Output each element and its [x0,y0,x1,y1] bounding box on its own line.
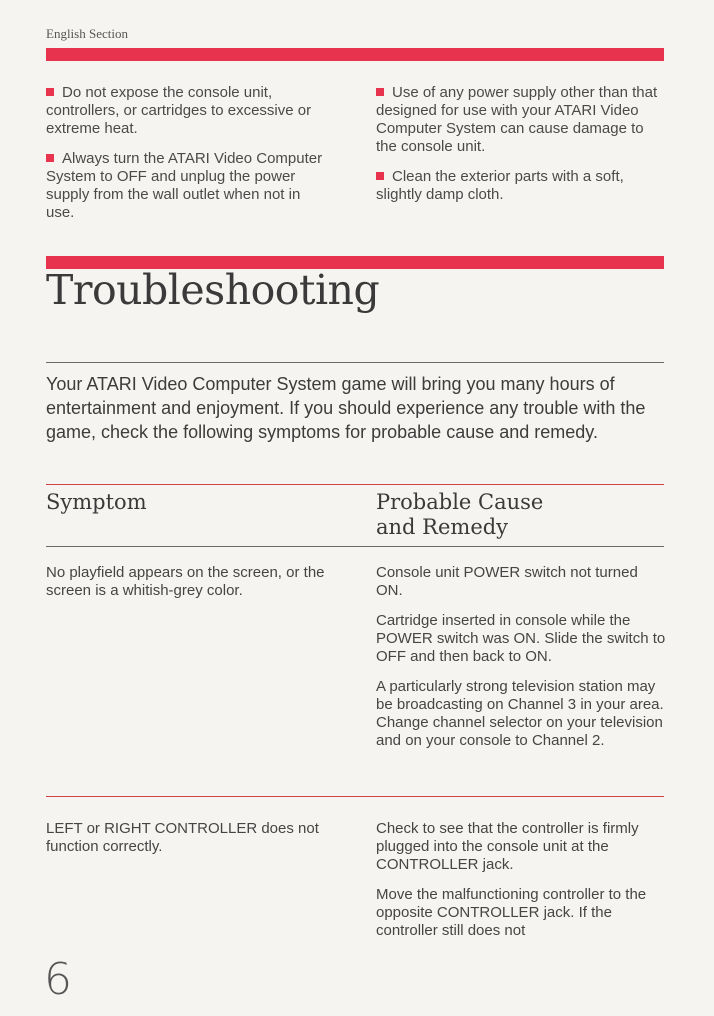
care-notes-right [376,84,661,216]
symptom-text: No playfield appears on the screen, or the screen is a whitish-grey color. [46,564,325,599]
remedy-item: Check to see that the controller is firmly plugged into the console unit at the CONTROLLER jack. [376,820,639,873]
remedy-item: Move the malfunctioning controller to the opposite CONTROLLER jack. If the controller still does not [376,886,647,939]
remedy-item: Console unit POWER switch not turned ON. [376,564,638,599]
bullet-square-icon [46,154,54,162]
bullet-square-icon [46,88,54,96]
header-rule [46,546,664,547]
table-top-rule [46,484,664,485]
symptom-header: Symptom [46,490,147,514]
care-note: Always turn the ATARI Video Computer System to OFF and unplug the power supply from the wall outlet when not in use. [46,150,323,221]
remedy-list [376,820,666,952]
bullet-square-icon [376,88,384,96]
section-label: English Section [46,26,128,41]
symptom-text: LEFT or RIGHT CONTROLLER does not function correctly. [46,820,319,855]
care-note: Use of any power supply other than that designed for use with your ATARI Video Computer System can cause damage to the console unit. [376,84,658,155]
care-notes-left [46,84,331,234]
cause-header: Probable Cause and Remedy [376,490,544,539]
bullet-square-icon [376,172,384,180]
row-divider [46,796,664,797]
title-rule [46,362,664,363]
remedy-list [376,564,666,762]
intro-paragraph: Your ATARI Video Computer System game will bring you many hours of entertainment and enjoyment. If you should experience any trouble with the game, check the following symptoms for probable cause and remedy. [46,374,646,442]
accent-bar-top [46,48,664,61]
remedy-item: Cartridge inserted in console while the POWER switch was ON. Slide the switch to OFF and then back to ON. [376,612,666,665]
page-title: Troubleshooting [46,266,380,314]
remedy-item: A particularly strong television station may be broadcasting on Channel 3 in your area. Change channel selector on your television and on your console to Channel 2. [376,678,664,749]
page-number: 6 [44,954,72,1005]
care-note: Do not expose the console unit, controllers, or cartridges to excessive or extreme heat. [46,84,312,137]
care-note: Clean the exterior parts with a soft, slightly damp cloth. [376,168,624,203]
